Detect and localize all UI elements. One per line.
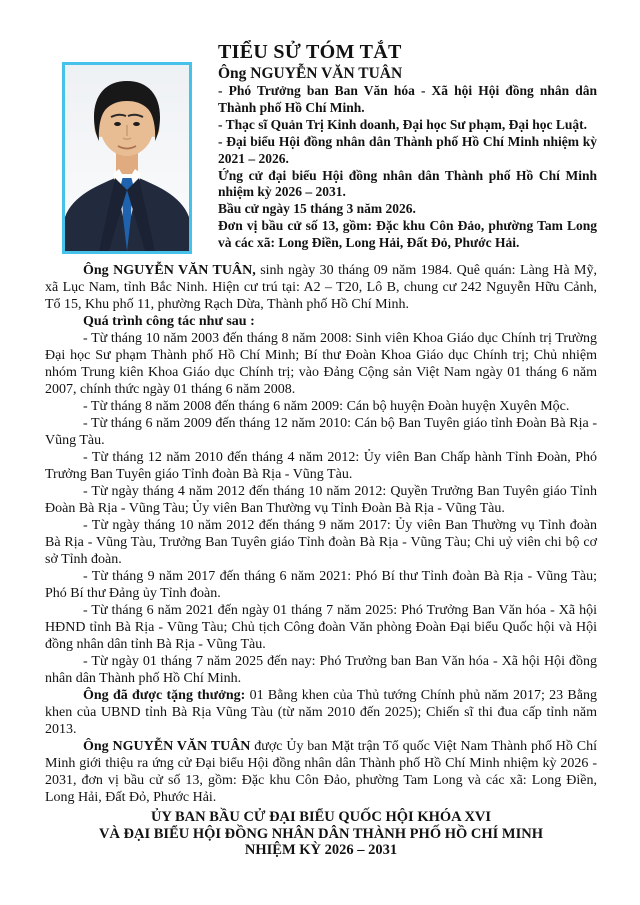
header-text-block [218, 41, 597, 252]
intro-paragraph [45, 262, 597, 313]
career-item: - Từ ngày 01 tháng 7 năm 2025 đến nay: Phó Trưởng ban Ban Văn hóa - Xã hội Hội đồng nhân dân Thành phố Hồ Chí Minh. [45, 654, 597, 686]
header-section [45, 41, 597, 254]
intro-name-bold: Ông NGUYỄN VĂN TUÂN, [83, 263, 256, 278]
career-heading: Quá trình công tác như sau : [83, 314, 255, 329]
summary-line: Ứng cử đại biểu Hội đồng nhân dân Thành phố Hồ Chí Minh nhiệm kỳ 2026 – 2031. [218, 167, 597, 200]
footer-line: ỦY BAN BẦU CỬ ĐẠI BIỂU QUỐC HỘI KHÓA XVI [150, 809, 492, 825]
tie-knot [121, 178, 134, 186]
nomination-name-bold: Ông NGUYỄN VĂN TUÂN [83, 739, 251, 754]
summary-line: - Phó Trưởng ban Ban Văn hóa - Xã hội Hội đồng nhân dân Thành phố Hồ Chí Minh. [218, 83, 597, 115]
footer-line: NHIỆM KỲ 2026 – 2031 [244, 842, 398, 858]
career-item: - Từ tháng 8 năm 2008 đến tháng 6 năm 2009: Cán bộ huyện Đoàn huyện Xuyên Mộc. [83, 399, 570, 414]
awards-lead-bold: Ông đã được tặng thưởng: [83, 688, 246, 703]
nomination-paragraph [45, 738, 597, 806]
candidate-summary-lines [218, 83, 597, 252]
summary-line: Bầu cử ngày 15 tháng 3 năm 2026. [218, 201, 416, 217]
career-item: - Từ tháng 9 năm 2017 đến tháng 6 năm 2021: Phó Bí thư Tỉnh đoàn Bà Rịa - Vũng Tàu; Phó Bí thư Đảng ủy Tỉnh đoàn. [45, 569, 597, 601]
summary-line: - Thạc sĩ Quản Trị Kinh doanh, Đại học Sư phạm, Đại học Luật. [218, 116, 587, 132]
candidate-name: Ông NGUYỄN VĂN TUÂN [218, 65, 403, 82]
election-committee-footer [45, 809, 597, 859]
career-item: - Từ tháng 6 năm 2009 đến tháng 12 năm 2010: Cán bộ Ban Tuyên giáo tỉnh Đoàn Bà Rịa - Vũng Tàu. [45, 416, 597, 448]
summary-line: Đơn vị bầu cử số 13, gồm: Đặc khu Côn Đảo, phường Tam Long và các xã: Long Điền, Long Hải, Đất Đỏ, Phước Hải. [218, 218, 597, 251]
biography-body [45, 262, 597, 806]
intro-text: sinh ngày 30 tháng 09 năm 1984. Quê quán: Làng Hà Mỹ, xã Lục Nam, tỉnh Bắc Ninh. Hiện cư trú tại: A2 – T20, Lô B, chung cư 242 Nguyễn Hữu Cảnh, Tổ 15, Khu phố 11, phường Rạch Dừa, Thành phố Hồ Chí Minh. [45, 263, 597, 312]
candidate-photo [62, 62, 192, 254]
career-item: - Từ ngày tháng 4 năm 2012 đến tháng 10 năm 2012: Quyền Trưởng Ban Tuyên giáo Tỉnh Đoàn Bà Rịa - Vũng Tàu; Ủy viên Ban Thường vụ Tỉnh Đoàn Bà Rịa - Vũng Tàu. [45, 484, 597, 516]
document-title: TIỂU SỬ TÓM TẮT [218, 41, 402, 63]
awards-text: 01 Bằng khen của Thủ tướng Chính phủ năm 2017; 23 Bằng khen của UBND tỉnh Bà Rịa Vũng Tàu (từ năm 2010 đến 2025); Chiến sĩ thi đua cấp tỉnh năm 2013. [45, 688, 597, 737]
career-item: - Từ ngày tháng 10 năm 2012 đến tháng 9 năm 2017: Ủy viên Ban Thường vụ Tỉnh đoàn Bà Rịa - Vũng Tàu, Trưởng Ban Tuyên giáo Tỉnh đoàn Bà Rịa - Vũng Tàu; Chi uỷ viên chi bộ cơ sở Tỉnh đoàn. [45, 518, 597, 567]
awards-paragraph [45, 687, 597, 738]
portrait-photo-illustration [65, 65, 189, 251]
eye-right [133, 122, 140, 126]
career-item: - Từ tháng 12 năm 2010 đến tháng 4 năm 2012: Ủy viên Ban Chấp hành Tỉnh Đoàn, Phó Trưởng Ban Tuyên giáo Tỉnh đoàn Bà Rịa - Vũng Tàu. [45, 450, 597, 482]
summary-line: - Đại biểu Hội đồng nhân dân Thành phố Hồ Chí Minh nhiệm kỳ 2021 – 2026. [218, 133, 597, 166]
career-history-list [45, 330, 597, 687]
footer-line: VÀ ĐẠI BIỂU HỘI ĐỒNG NHÂN DÂN THÀNH PHỐ HỒ CHÍ MINH [98, 825, 544, 842]
eye-left [114, 122, 121, 126]
career-item: - Từ tháng 10 năm 2003 đến tháng 8 năm 2008: Sinh viên Khoa Giáo dục Chính trị Trường Đại học Sư phạm Thành phố Hồ Chí Minh; Bí thư Đoàn Khoa Giáo dục Chính trị; Chủ nhiệm nhóm Trung kiên Khoa Giáo dục Chính trị; vào Đảng Cộng sản Việt Nam ngày 01 tháng 6 năm 2007, chính thức ngày 01 tháng 6 năm 2008. [45, 331, 597, 397]
career-item: - Từ tháng 6 năm 2021 đến ngày 01 tháng 7 năm 2025: Phó Trưởng Ban Văn hóa - Xã hội HĐND tỉnh Bà Rịa - Vũng Tàu; Chủ tịch Công đoàn Văn phòng Đoàn Đại biểu Quốc hội và Hội đồng nhân dân tỉnh Bà Rịa - Vũng Tàu. [45, 603, 597, 652]
nomination-text: được Ủy ban Mặt trận Tổ quốc Việt Nam Thành phố Hồ Chí Minh giới thiệu ra ứng cử Đại biểu Hội đồng nhân dân Thành phố Hồ Chí Minh nhiệm kỳ 2026 - 2031, đơn vị bầu cử số 13, gồm: Đặc khu Côn Đảo, phường Tam Long và các xã: Long Điền, Long Hải, Đất Đỏ, Phước Hải. [45, 739, 598, 805]
